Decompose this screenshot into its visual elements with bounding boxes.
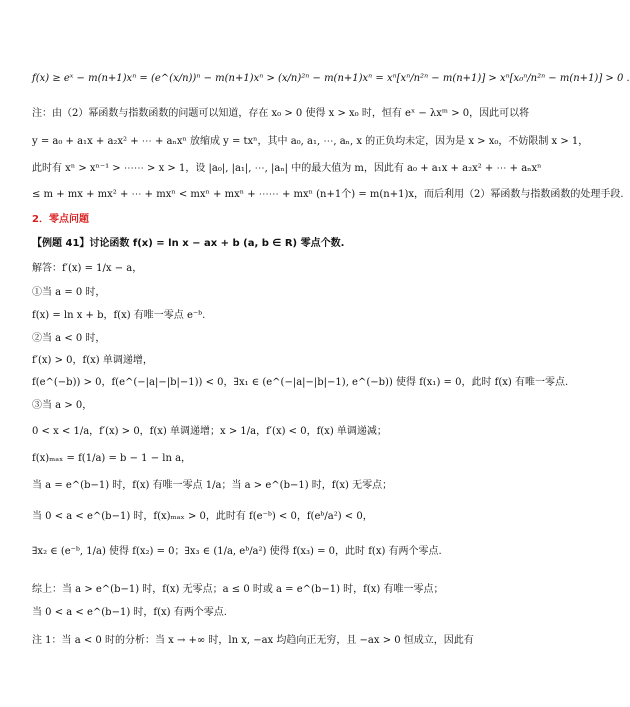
note-line-1: 注：由（2）幂函数与指数函数的问题可以知道，存在 x₀ > 0 使得 x > x₀ 时，恒有 eˣ − λxᵐ > 0，因此可以将 <box>32 108 530 119</box>
case-3-body-1: 0 < x < 1/a，f′(x) > 0，f(x) 单调递增；x > 1/a，f′(x) < 0，f(x) 单调递减； <box>32 426 387 437</box>
note-line-4: ≤ m + mx + mx² + ⋯ + mxⁿ < mxⁿ + mxⁿ + ⋯⋯ + mxⁿ (n+1个) = m(n+1)x，而后利用（2）幂函数与指数函数的处理手段. <box>32 189 624 200</box>
case-2-heading: ②当 a < 0 时， <box>32 333 106 344</box>
note-1-line: 注 1：当 a < 0 时的分析：当 x → +∞ 时，ln x, −ax 均趋向正无穷，且 −ax > 0 恒成立，因此有 <box>32 635 474 646</box>
case-2-body-2: f(e^(−b)) > 0，f(e^(−|a|−|b|−1)) < 0，∃x₁ ∈ (e^(−|a|−|b|−1), e^(−b)) 使得 f(x₁) = 0，此时 f(x) 有唯一零点. <box>32 377 569 388</box>
section-title: 2．零点问题 <box>32 214 89 225</box>
example-title: 【例题 41】讨论函数 f(x) = ln x − ax + b (a, b ∈ R) 零点个数. <box>32 238 345 249</box>
case-3-body-2: f(x)ₘₐₓ = f(1/a) = b − 1 − ln a， <box>32 453 192 464</box>
case-3-body-4: 当 0 < a < e^(b−1) 时，f(x)ₘₐₓ > 0，此时有 f(e⁻ᵇ) < 0，f(eᵇ/a²) < 0， <box>32 511 373 522</box>
case-2-body-1: f′(x) > 0，f(x) 单调递增， <box>32 355 153 366</box>
case-1-body: f(x) = ln x + b，f(x) 有唯一零点 e⁻ᵇ. <box>32 310 206 321</box>
case-1-heading: ①当 a = 0 时， <box>32 287 106 298</box>
case-3-body-5: ∃x₂ ∈ (e⁻ᵇ, 1/a) 使得 f(x₂) = 0；∃x₃ ∈ (1/a, eᵇ/a²) 使得 f(x₃) = 0，此时 f(x) 有两个零点. <box>32 546 442 557</box>
summary-line-2: 当 0 < a < e^(b−1) 时，f(x) 有两个零点. <box>32 607 227 618</box>
case-3-body-3: 当 a = e^(b−1) 时，f(x) 有唯一零点 1/a；当 a > e^(b−1) 时，f(x) 无零点； <box>32 480 393 491</box>
case-3-heading: ③当 a > 0， <box>32 400 93 411</box>
answer-line: 解答：f′(x) = 1/x − a， <box>32 263 143 274</box>
note-line-2: y = a₀ + a₁x + a₂x² + ⋯ + aₙxⁿ 放缩成 y = txⁿ，其中 a₀, a₁, ⋯, aₙ, x 的正负均未定，因为是 x > x₀，不妨限制 x > 1， <box>32 136 589 147</box>
summary-line-1: 综上：当 a > e^(b−1) 时，f(x) 无零点；a ≤ 0 时或 a = e^(b−1) 时，f(x) 有唯一零点； <box>32 584 444 595</box>
note-line-3: 此时有 xⁿ > xⁿ⁻¹ > ⋯⋯ > x > 1，设 |a₀|, |a₁|, ⋯, |aₙ| 中的最大值为 m，因此有 a₀ + a₁x + a₂x² + ⋯ + aₙxⁿ <box>32 163 542 174</box>
inequality-line: f(x) ≥ eˣ − m(n+1)xⁿ = (e^(x/n))ⁿ − m(n+1)xⁿ > (x/n)²ⁿ − m(n+1)xⁿ = xⁿ[xⁿ/n²ⁿ − m(n+1)] > xⁿ[x₀ⁿ/n²ⁿ − m(n+1)] > 0 . <box>32 73 630 84</box>
